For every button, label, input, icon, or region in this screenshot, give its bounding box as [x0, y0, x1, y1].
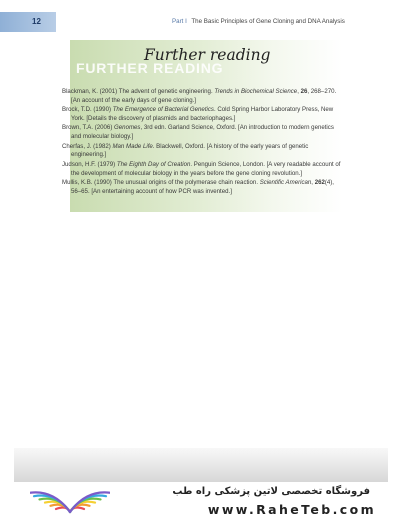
reference-text: (4), 56–65. [An entertaining account of how PCR was invented.]	[71, 178, 334, 195]
reference-text: ,	[311, 178, 315, 186]
page-number: 12	[0, 12, 56, 32]
reference-text: Blackman, K. (2001) The advent of genetic engineering.	[62, 88, 215, 95]
running-head	[172, 12, 345, 32]
section-watermark: FURTHER READING	[76, 60, 224, 76]
reference-list	[62, 88, 342, 197]
reference-text: Genomes	[114, 124, 141, 132]
section-title: Further reading	[144, 46, 271, 64]
reference-text: Brock, T.D. (1990)	[62, 106, 113, 114]
reference-text: Trends in Biochemical Science	[214, 88, 298, 95]
reference-entry	[62, 124, 342, 142]
reference-text: 26	[300, 88, 308, 95]
reference-text: The Emergence of Bacterial Genetics	[112, 106, 214, 114]
page-header	[0, 12, 400, 32]
reference-text: The Eighth Day of Creation	[116, 160, 191, 168]
reference-entry	[62, 179, 342, 197]
reference-text: Cherfas, J. (1982)	[62, 142, 113, 150]
reference-text: Mullis, K.B. (1990) The unusual origins of the polymerase chain reaction.	[62, 178, 260, 186]
reference-text: , 268–270. [An account of the early days of gene cloning.]	[71, 88, 337, 104]
reference-text: , 3rd edn. Garland Science, Oxford. [An introduction to modern genetics and molecular biology.]	[71, 124, 334, 141]
brand-persian-text: فروشگاه تخصصی لاتین پزشکی راه طب	[172, 486, 370, 497]
reference-entry	[62, 161, 342, 179]
open-book-logo-icon	[30, 486, 110, 516]
part-title: The Basic Principles of Gene Cloning and DNA Analysis	[191, 18, 345, 25]
reference-entry	[62, 88, 342, 106]
reference-text: 262	[314, 178, 325, 186]
reference-text: . Cold Spring Harbor Laboratory Press, New York. [Details the discovery of plasmids and bacteriophages.]	[71, 106, 334, 122]
reference-text: Man Made Life	[112, 142, 153, 150]
reference-text: . Blackwell, Oxford. [A history of the early years of genetic engineering.]	[71, 142, 309, 159]
reference-entry	[62, 143, 342, 161]
page-footer-shadow	[14, 448, 388, 482]
reference-text: Scientific American	[259, 178, 312, 186]
logo-page-stroke	[70, 496, 106, 512]
reference-text: Judson, H.F. (1979)	[62, 160, 117, 168]
part-label: Part I	[172, 18, 187, 25]
logo-page-stroke	[34, 496, 70, 512]
reference-text: . Penguin Science, London. [A very readable account of the development of molecular biology in the years before the gene cloning revolution.]	[71, 160, 341, 177]
brand-url: www.RaheTeb.com	[207, 502, 376, 517]
reference-entry	[62, 106, 342, 124]
reference-text: ,	[297, 88, 301, 95]
reference-text: Brown, T.A. (2006)	[62, 124, 115, 132]
